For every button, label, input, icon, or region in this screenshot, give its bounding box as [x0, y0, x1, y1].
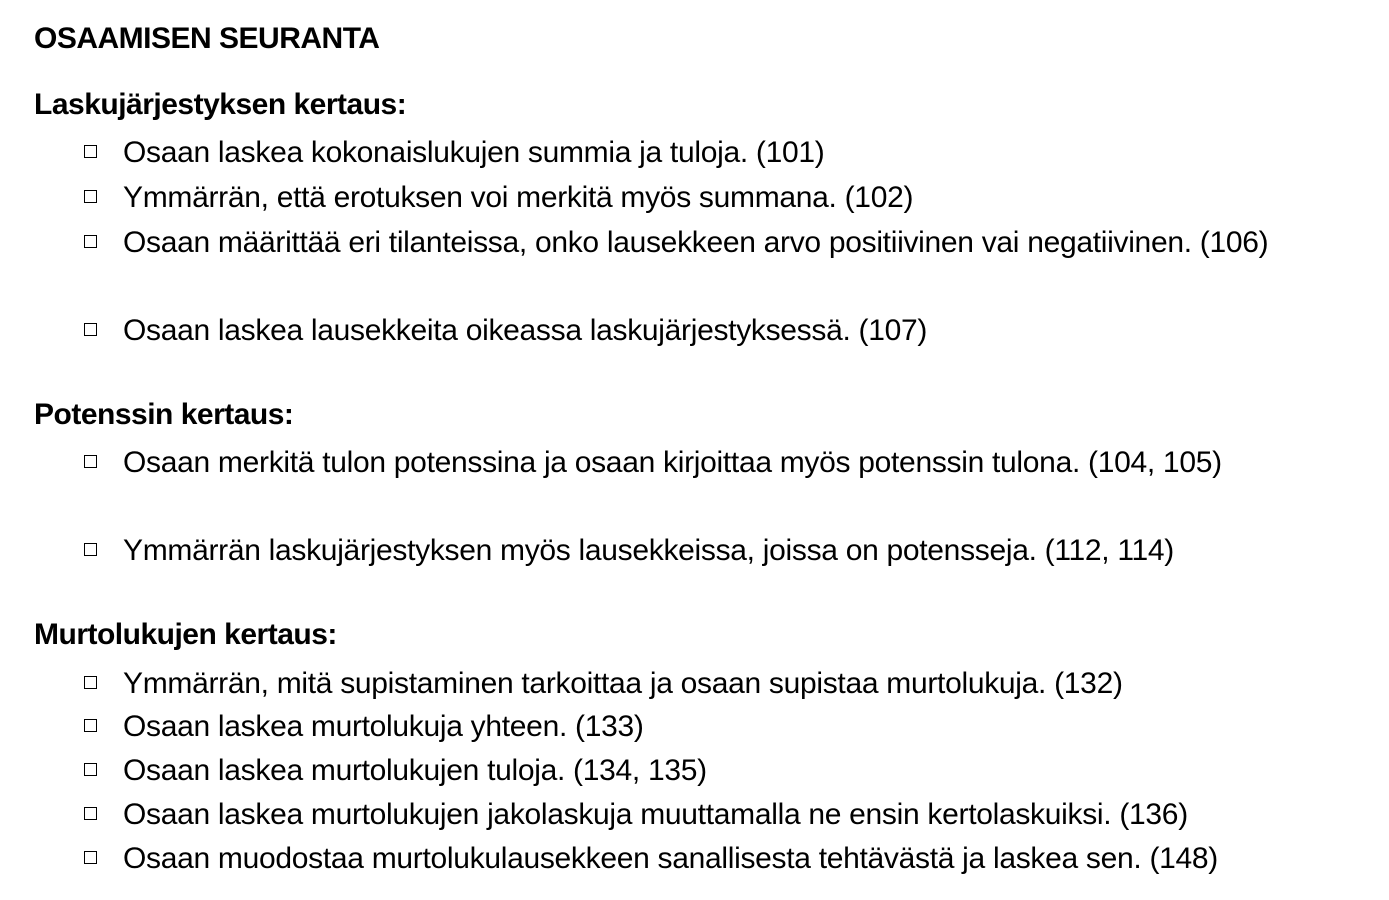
checklist-item [80, 837, 1370, 881]
checklist-item [80, 441, 1370, 485]
checklist-item-text: Ymmärrän, mitä supistaminen tarkoittaa ja osaan supistaa murtolukuja. (132) [123, 667, 1123, 700]
checklist-item [80, 705, 1370, 749]
checklist-item-text: Osaan laskea kokonaislukujen summia ja tuloja. (101) [123, 136, 825, 169]
checklist-item [80, 131, 1370, 175]
checklist-item [80, 309, 1370, 353]
checkbox-icon[interactable] [84, 807, 97, 820]
checklist-item [80, 221, 1370, 265]
section-heading-laskujarjestys: Laskujärjestyksen kertaus: [34, 88, 407, 121]
checkbox-icon[interactable] [84, 719, 97, 732]
checklist-item-text: Osaan laskea lausekkeita oikeassa laskujärjestyksessä. (107) [123, 314, 928, 347]
checklist-item [80, 176, 1370, 220]
checklist-item-text: Osaan määrittää eri tilanteissa, onko lausekkeen arvo positiivinen vai negatiivinen. (106) [123, 226, 1269, 259]
checkbox-icon[interactable] [84, 323, 97, 336]
checklist-item [80, 529, 1370, 573]
checklist-item-text: Osaan merkitä tulon potenssina ja osaan kirjoittaa myös potenssin tulona. (104, 105) [123, 446, 1222, 479]
checklist-item-text: Osaan laskea murtolukujen jakolaskuja muuttamalla ne ensin kertolaskuiksi. (136) [123, 798, 1188, 831]
section-heading-murtoluku: Murtolukujen kertaus: [34, 618, 337, 651]
checkbox-icon[interactable] [84, 235, 97, 248]
checkbox-icon[interactable] [84, 145, 97, 158]
checklist-item [80, 793, 1370, 837]
checkbox-icon[interactable] [84, 543, 97, 556]
checklist-item [80, 662, 1370, 706]
checkbox-icon[interactable] [84, 676, 97, 689]
document-title: OSAAMISEN SEURANTA [34, 22, 380, 55]
checklist-item-text: Osaan laskea murtolukujen tuloja. (134, 135) [123, 754, 707, 787]
section-heading-potenssi: Potenssin kertaus: [34, 398, 294, 431]
checkbox-icon[interactable] [84, 851, 97, 864]
checklist-item-text: Osaan muodostaa murtolukulausekkeen sanallisesta tehtävästä ja laskea sen. (148) [123, 842, 1218, 875]
checklist-item-text: Ymmärrän, että erotuksen voi merkitä myös summana. (102) [123, 181, 914, 214]
checkbox-icon[interactable] [84, 455, 97, 468]
checkbox-icon[interactable] [84, 763, 97, 776]
checklist-item-text: Osaan laskea murtolukuja yhteen. (133) [123, 710, 644, 743]
checklist-item [80, 749, 1370, 793]
checklist-item-text: Ymmärrän laskujärjestyksen myös lausekkeissa, joissa on potensseja. (112, 114) [123, 534, 1174, 567]
checkbox-icon[interactable] [84, 190, 97, 203]
